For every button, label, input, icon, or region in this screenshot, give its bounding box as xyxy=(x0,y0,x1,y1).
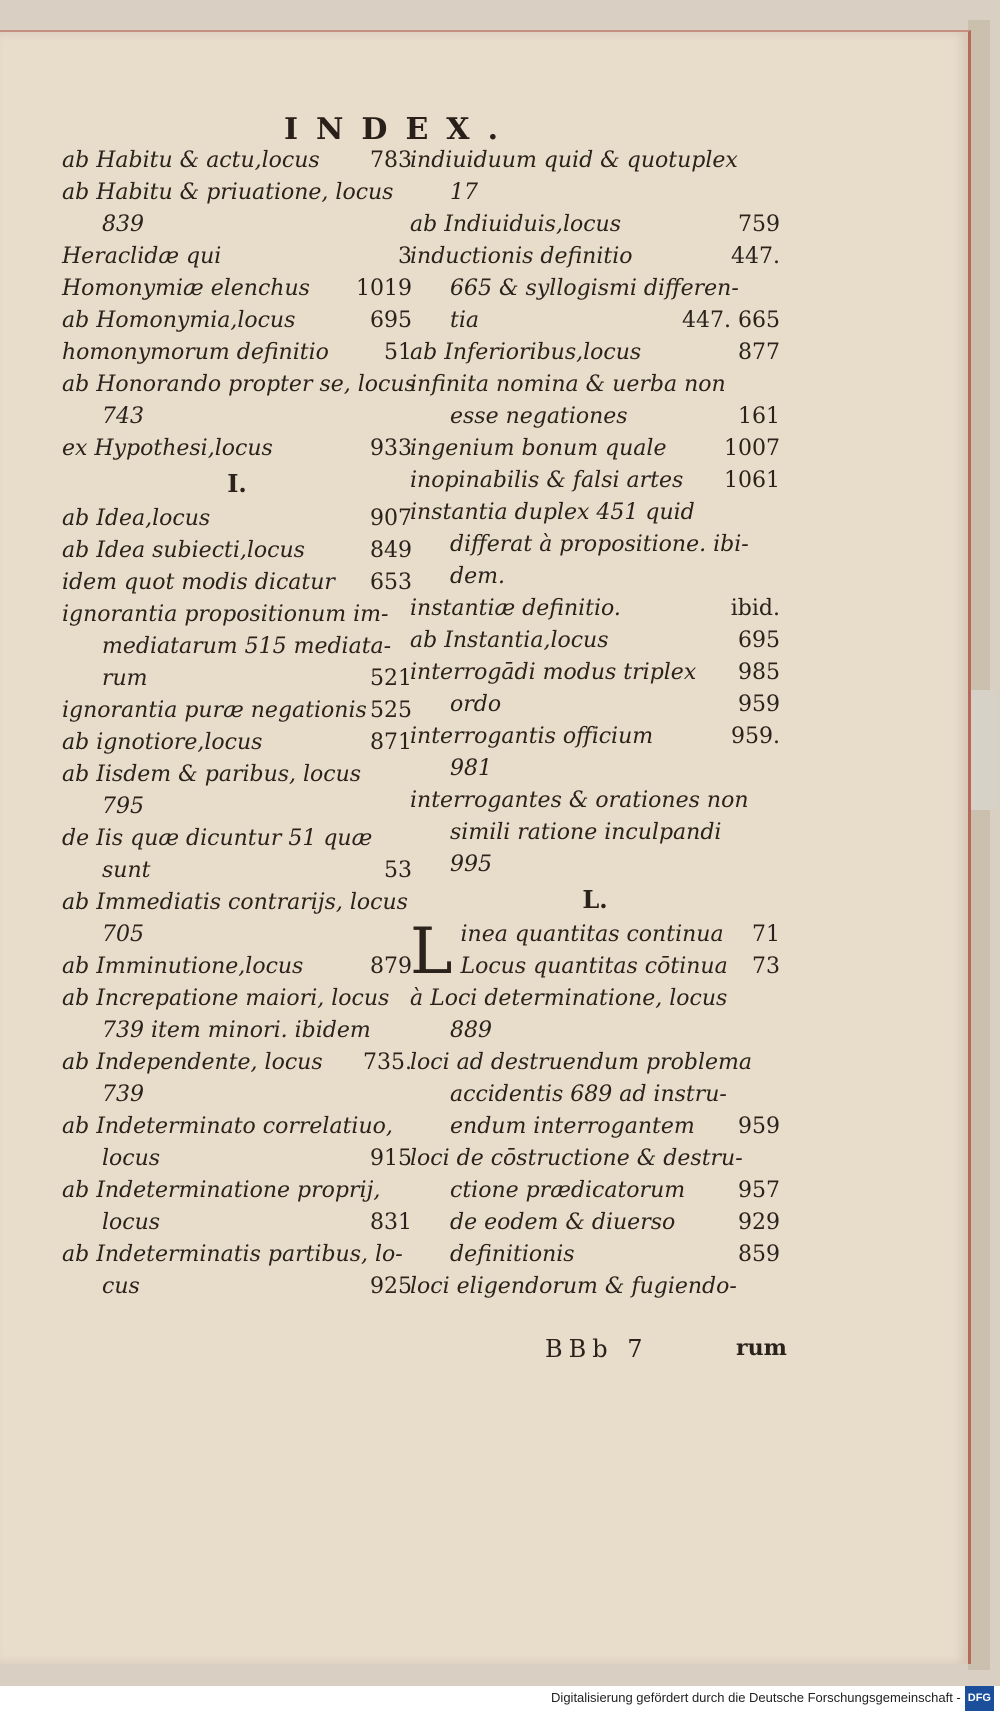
index-entry xyxy=(62,1207,412,1239)
index-entry xyxy=(62,337,412,369)
page-reference: 985 xyxy=(738,660,780,685)
index-entry xyxy=(62,599,412,631)
index-entry xyxy=(410,657,780,689)
index-entry xyxy=(410,337,780,369)
entry-text: ignorantia puræ negationis xyxy=(62,698,367,723)
section-letter: L. xyxy=(582,885,608,914)
index-entry xyxy=(62,1175,412,1207)
page-reference: 957 xyxy=(738,1178,780,1203)
entry-text: ab ignotiore,locus xyxy=(62,730,263,755)
index-entry xyxy=(410,1143,780,1175)
page-edge xyxy=(968,20,990,1670)
page-reference: 879 xyxy=(370,954,412,979)
page-reference: 53 xyxy=(384,858,412,883)
entry-text: 665 & syllogismi differen- xyxy=(450,276,739,301)
index-entry xyxy=(62,177,412,209)
entry-text: 739 item minori. ibidem xyxy=(102,1018,371,1043)
page-reference: 1061 xyxy=(724,468,780,493)
entry-text: endum interrogantem xyxy=(450,1114,695,1139)
index-entry xyxy=(62,433,412,465)
signature-mark: BBb 7 xyxy=(545,1335,649,1363)
entry-text: 705 xyxy=(102,922,144,947)
index-entry xyxy=(410,241,780,273)
entry-text: ab Increpatione maiori, locus xyxy=(62,986,390,1011)
index-entry xyxy=(410,1271,780,1303)
entry-text: simili ratione inculpandi xyxy=(450,820,722,845)
footer-text: Digitalisierung gefördert durch die Deutsche Forschungsgemeinschaft - xyxy=(551,1690,961,1705)
index-entry xyxy=(62,535,412,567)
index-entry xyxy=(62,887,412,919)
index-entry xyxy=(62,663,412,695)
entry-text: tia xyxy=(450,308,479,333)
index-entry xyxy=(62,503,412,535)
entry-text: ab Immediatis contrarijs, locus xyxy=(62,890,408,915)
entry-text: 995 xyxy=(450,852,492,877)
index-entry xyxy=(410,689,780,721)
entry-text: Homonymiæ elenchus xyxy=(62,276,310,301)
entry-text: indiuiduum quid & quotuplex xyxy=(410,148,738,173)
index-entry xyxy=(410,983,780,1015)
digitization-footer xyxy=(0,1686,1000,1709)
entry-text: ab Indiuiduis,locus xyxy=(410,212,622,237)
page-reference: 925 xyxy=(370,1274,412,1299)
index-entry xyxy=(62,823,412,855)
entry-text: ordo xyxy=(450,692,502,717)
page-reference: 161 xyxy=(738,404,780,429)
index-entry xyxy=(410,593,780,625)
page-reference: 653 xyxy=(370,570,412,595)
page-reference: 447. 665 xyxy=(682,308,780,333)
index-entry xyxy=(410,465,780,497)
entry-text: ab Honorando propter se, locus xyxy=(62,372,416,397)
entry-text: interrogantis officium xyxy=(410,724,654,749)
entry-text: 743 xyxy=(102,404,144,429)
page-reference: 695 xyxy=(370,308,412,333)
entry-text: ab Indeterminatione proprij, xyxy=(62,1178,381,1203)
entry-text: ctione prædicatorum xyxy=(450,1178,686,1203)
index-entry xyxy=(62,145,412,177)
index-entry xyxy=(62,305,412,337)
entry-text: ab Habitu & priuatione, locus xyxy=(62,180,394,205)
page-reference: 915 xyxy=(370,1146,412,1171)
page-reference: 735. xyxy=(363,1050,412,1075)
index-entry xyxy=(62,369,416,401)
entry-text: interrogādi modus triplex xyxy=(410,660,697,685)
page-reference: 831 xyxy=(370,1210,412,1235)
entry-text: dem. xyxy=(450,564,505,589)
page-reference: 759 xyxy=(738,212,780,237)
entry-text: ab Indeterminatis partibus, lo- xyxy=(62,1242,403,1267)
entry-text: homonymorum definitio xyxy=(62,340,329,365)
index-entry xyxy=(62,951,412,983)
entry-text: instantia duplex 451 quid xyxy=(410,500,695,525)
entry-text: 889 xyxy=(450,1018,492,1043)
entry-text: ab Iisdem & paribus, locus xyxy=(62,762,362,787)
catchword: rum xyxy=(736,1335,787,1361)
index-entry xyxy=(410,209,780,241)
index-entry xyxy=(410,1047,780,1079)
page-reference: 959. xyxy=(731,724,780,749)
index-entry xyxy=(62,1111,412,1143)
entry-text: instantiæ definitio. xyxy=(410,596,621,621)
page-reference: 877 xyxy=(738,340,780,365)
page-reference: ibid. xyxy=(730,596,780,621)
entry-text: Heraclidæ qui xyxy=(62,244,222,269)
entry-text: 981 xyxy=(450,756,492,781)
index-entry xyxy=(410,273,780,305)
index-entry xyxy=(62,919,412,951)
index-entry xyxy=(410,561,780,593)
index-entry xyxy=(62,695,412,727)
entry-text: mediatarum 515 mediata- xyxy=(102,634,392,659)
index-entry xyxy=(62,567,412,599)
page-reference: 933 xyxy=(370,436,412,461)
entry-text: interrogantes & orationes non xyxy=(410,788,749,813)
page-tab xyxy=(968,690,998,810)
page-reference: 859 xyxy=(738,1242,780,1267)
entry-text: ab Inferioribus,locus xyxy=(410,340,642,365)
index-entry xyxy=(410,433,780,465)
entry-text: ab Independente, locus xyxy=(62,1050,323,1075)
entry-text: Locus quantitas cōtinua xyxy=(460,954,728,979)
page-reference: 695 xyxy=(738,628,780,653)
entry-text: ab Imminutione,locus xyxy=(62,954,304,979)
index-entry xyxy=(410,1175,780,1207)
dfg-logo: DFG xyxy=(965,1686,994,1711)
index-entry xyxy=(410,849,780,881)
index-entry xyxy=(410,753,780,785)
page-reference: 907 xyxy=(370,506,412,531)
page-reference: 525 xyxy=(370,698,412,723)
entry-text: rum xyxy=(102,666,148,691)
entry-text: à Loci determinatione, locus xyxy=(410,986,728,1011)
entry-text: cus xyxy=(102,1274,140,1299)
index-entry xyxy=(62,1079,412,1111)
index-entry xyxy=(62,631,412,663)
page-reference: 3 xyxy=(398,244,412,269)
index-entry xyxy=(62,791,412,823)
page-heading: INDEX. xyxy=(283,112,517,147)
entry-text: de Iis quæ dicuntur 51 quæ xyxy=(62,826,373,851)
index-entry xyxy=(410,177,780,209)
entry-text: definitionis xyxy=(450,1242,575,1267)
page-reference: 73 xyxy=(752,954,780,979)
index-entry xyxy=(410,1207,780,1239)
page-reference: 1007 xyxy=(724,436,780,461)
index-entry xyxy=(410,817,780,849)
index-entry xyxy=(62,855,412,887)
entry-text: inea quantitas continua xyxy=(460,922,724,947)
index-entry xyxy=(410,625,780,657)
entry-text: locus xyxy=(102,1146,161,1171)
index-entry xyxy=(410,145,780,177)
entry-text: 739 xyxy=(102,1082,144,1107)
index-entry xyxy=(62,1271,412,1303)
index-entry xyxy=(62,759,412,791)
index-entry xyxy=(410,401,780,433)
entry-text: 17 xyxy=(450,180,478,205)
index-entry xyxy=(62,1143,412,1175)
left-index-column xyxy=(62,145,416,1303)
page-reference: 71 xyxy=(752,922,780,947)
index-entry xyxy=(62,727,412,759)
entry-text: accidentis 689 ad instru- xyxy=(450,1082,727,1107)
entry-text: ab Idea,locus xyxy=(62,506,211,531)
entry-text: esse negationes xyxy=(450,404,628,429)
index-entry xyxy=(410,1111,780,1143)
entry-text: 839 xyxy=(102,212,144,237)
entry-text: ex Hypothesi,locus xyxy=(62,436,273,461)
page-reference: 871 xyxy=(370,730,412,755)
entry-text: infinita nomina & uerba non xyxy=(410,372,726,397)
page-reference: 929 xyxy=(738,1210,780,1235)
entry-text: ab Homonymia,locus xyxy=(62,308,296,333)
entry-text: sunt xyxy=(102,858,151,883)
entry-text: ab Idea subiecti,locus xyxy=(62,538,305,563)
drop-cap: L xyxy=(410,915,453,989)
index-entry xyxy=(410,721,780,753)
index-entry xyxy=(62,983,412,1015)
index-entry xyxy=(62,241,412,273)
index-entry xyxy=(410,1239,780,1271)
index-entry xyxy=(410,1015,780,1047)
entry-text: loci eligendorum & fugiendo- xyxy=(410,1274,737,1299)
index-entry xyxy=(62,209,412,241)
index-entry xyxy=(410,529,780,561)
index-entry xyxy=(410,305,780,337)
page-reference: 959 xyxy=(738,1114,780,1139)
index-entry xyxy=(410,785,780,817)
entry-text: inductionis definitio xyxy=(410,244,633,269)
index-entry xyxy=(62,273,412,305)
page-reference: 447. xyxy=(731,244,780,269)
entry-text: 795 xyxy=(102,794,144,819)
page-reference: 1019 xyxy=(356,276,412,301)
index-entry xyxy=(410,369,780,401)
section-letter: I. xyxy=(227,469,247,498)
entry-text: ab Instantia,locus xyxy=(410,628,609,653)
entry-text: inopinabilis & falsi artes xyxy=(410,468,684,493)
entry-text: de eodem & diuerso xyxy=(450,1210,676,1235)
entry-text: idem quot modis dicatur xyxy=(62,570,335,595)
entry-text: loci de cōstructione & destru- xyxy=(410,1146,743,1171)
entry-text: ab Indeterminato correlatiuo, xyxy=(62,1114,393,1139)
page-reference: 783 xyxy=(370,148,412,173)
page-reference: 959 xyxy=(738,692,780,717)
entry-text: differat à propositione. ibi- xyxy=(450,532,749,557)
index-entry xyxy=(410,951,780,983)
page-reference: 521 xyxy=(370,666,412,691)
right-index-column xyxy=(410,145,780,1303)
entry-text: locus xyxy=(102,1210,161,1235)
entry-text: ab Habitu & actu,locus xyxy=(62,148,320,173)
entry-text: ingenium bonum quale xyxy=(410,436,667,461)
page-reference: 849 xyxy=(370,538,412,563)
index-entry xyxy=(410,497,780,529)
index-entry xyxy=(410,1079,780,1111)
index-entry xyxy=(62,1047,412,1079)
entry-text: loci ad destruendum problema xyxy=(410,1050,752,1075)
index-entry xyxy=(62,1239,412,1271)
page-reference: 51 xyxy=(384,340,412,365)
index-entry xyxy=(62,401,412,433)
entry-text: ignorantia propositionum im- xyxy=(62,602,389,627)
index-entry xyxy=(62,1015,412,1047)
